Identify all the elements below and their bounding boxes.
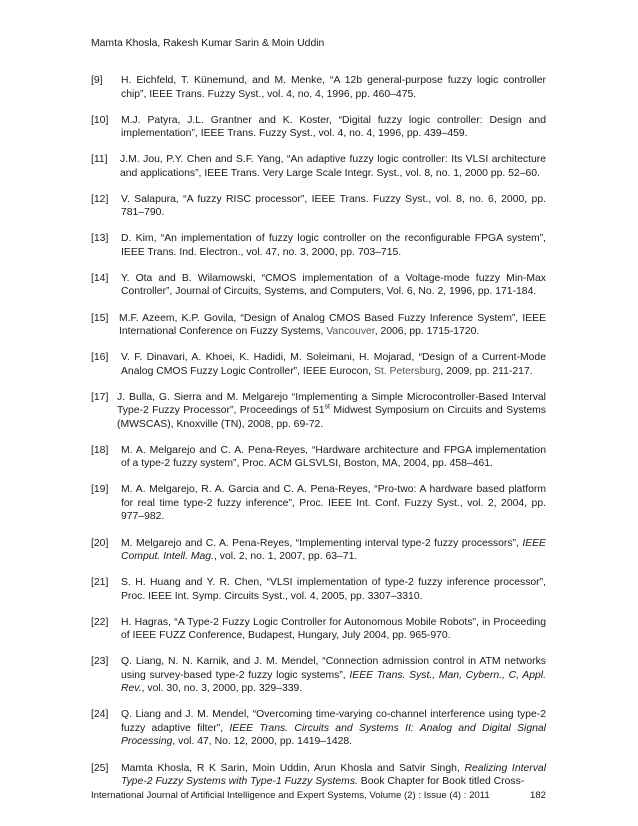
reference-number: [22] xyxy=(91,616,109,628)
reference-text: Q. Liang, N. N. Karnik, and J. M. Mendel, “Connection admission control in ATM networks using survey-based type-2 fuzzy logic systems”, IEEE Trans. Syst., Man, Cybern., C, Appl. Rev., vol. 30, no. 3, 2000, pp. 329–339. xyxy=(121,656,546,695)
journal-title: IEEE Comput. Intell. Mag. xyxy=(121,537,546,563)
reference-number: [23] xyxy=(91,656,109,668)
reference-text: Mamta Khosla, R K Sarin, Moin Uddin, Arun Khosla and Satvir Singh, Realizing Interval Type-2 Fuzzy Systems with Type-1 Fuzzy Systems. Book Chapter for Book titled Cross- xyxy=(121,762,546,787)
place-name: Vancouver xyxy=(326,326,375,338)
chapter-title: Realizing Interval Type-2 Fuzzy Systems with Type-1 Fuzzy Systems. xyxy=(121,762,546,787)
reference-number: [19] xyxy=(91,484,109,496)
reference-item xyxy=(91,153,546,180)
reference-item xyxy=(91,391,546,432)
reference-number: [17] xyxy=(91,391,109,403)
reference-item xyxy=(91,616,546,643)
reference-item xyxy=(91,444,546,471)
reference-text: S. H. Huang and Y. R. Chen, “VLSI implementation of type-2 fuzzy inference processor”, Proc. IEEE Int. Symp. Circuits Syst., vol. 4, 2005, pp. 3307–3310. xyxy=(121,577,546,602)
reference-text: Y. Ota and B. Wilamowski, “CMOS implementation of a Voltage-mode fuzzy Min-Max Controller”, Journal of Circuits, Systems, and Computers, Vol. 6, No. 2, 1996, pp. 171-184. xyxy=(121,272,546,298)
reference-item xyxy=(91,708,546,749)
ordinal-suffix: st xyxy=(324,403,330,411)
reference-number: [9] xyxy=(91,75,103,86)
place-name: St. Petersburg xyxy=(373,365,441,377)
reference-number: [14] xyxy=(91,272,109,284)
reference-text: H. Eichfeld, T. Künemund, and M. Menke, “A 12b general-purpose fuzzy logic controller chip”, IEEE Trans. Fuzzy Syst., vol. 4, no. 4, 1996, pp. 460–475. xyxy=(121,75,546,100)
reference-list xyxy=(91,74,546,801)
reference-text: M. Melgarejo and C. A. Pena-Reyes, “Implementing interval type-2 fuzzy processors”, IEEE Comput. Intell. Mag., vol. 2, no. 1, 2007, pp. 63–71. xyxy=(121,537,546,563)
reference-number: [20] xyxy=(91,537,109,549)
reference-text: D. Kim, “An implementation of fuzzy logic controller on the reconfigurable FPGA system”, IEEE Trans. Ind. Electron., vol. 47, no. 3, 2000, pp. 703–715. xyxy=(121,233,546,258)
reference-text: M.J. Patyra, J.L. Grantner and K. Koster, “Digital fuzzy logic controller: Design and implementation”, IEEE Trans. Fuzzy Syst., vol. 4, no. 4, 1996, pp. 439–459. xyxy=(121,114,546,140)
reference-number: [25] xyxy=(91,762,109,774)
journal-title: IEEE Trans. Syst., Man, Cybern., C, Appl. Rev. xyxy=(121,669,546,695)
reference-item xyxy=(91,193,546,220)
reference-number: [16] xyxy=(91,352,109,364)
reference-item xyxy=(91,537,546,564)
reference-item xyxy=(91,483,546,524)
reference-number: [24] xyxy=(91,709,109,721)
reference-text: V. F. Dinavari, A. Khoei, K. Hadidi, M. Soleimani, H. Mojarad, “Design of a Current-Mode Analog CMOS Fuzzy Logic Controller”, IEEE Eurocon, St. Petersburg, 2009, pp. 211-217. xyxy=(121,352,546,377)
reference-item xyxy=(91,114,546,141)
reference-text: M. A. Melgarejo, R. A. Garcia and C. A. Pena-Reyes, “Pro-two: A hardware based platform for real time type-2 fuzzy inference”, Proc. IEEE Int. Conf. Fuzzy Syst., vol. 2, 2004, pp. 977–982. xyxy=(121,484,546,523)
reference-number: [15] xyxy=(91,312,109,324)
reference-number: [18] xyxy=(91,444,109,456)
reference-text: J.M. Jou, P.Y. Chen and S.F. Yang, “An adaptive fuzzy logic controller: Its VLSI architecture and applications”, IEEE Trans. Very Large Scale Integr. Syst., vol. 8, no. 1, 2000 pp. 52–60. xyxy=(120,154,546,179)
journal-citation: International Journal of Artificial Intelligence and Expert Systems, Volume (2) : Issue (4) : 2011 xyxy=(91,790,490,801)
reference-text: V. Salapura, “A fuzzy RISC processor”, IEEE Trans. Fuzzy Syst., vol. 8, no. 6, 2000, pp. 781–790. xyxy=(121,193,546,219)
reference-item xyxy=(91,74,546,101)
reference-number: [10] xyxy=(91,114,109,126)
reference-text: Q. Liang and J. M. Mendel, “Overcoming time-varying co-channel interference using type-2 fuzzy adaptive filter”, IEEE Trans. Circuits and Systems II: Analog and Digital Signal Processing, vol. 47, No. 12, 2000, pp. 1419–1428. xyxy=(121,709,546,748)
page-number: 182 xyxy=(529,790,546,801)
reference-number: [11] xyxy=(91,154,108,166)
reference-text: H. Hagras, “A Type-2 Fuzzy Logic Controller for Autonomous Mobile Robots”, in Proceeding of IEEE FUZZ Conference, Budapest, Hungary, July 2004, pp. 965-970. xyxy=(121,616,546,642)
reference-item xyxy=(91,312,546,339)
reference-text: M. A. Melgarejo and C. A. Pena-Reyes, “Hardware architecture and FPGA implementation of a type-2 fuzzy system”, Proc. ACM GLSVLSI, Boston, MA, 2004, pp. 458–461. xyxy=(121,444,546,470)
page-footer xyxy=(91,790,546,801)
reference-item xyxy=(91,232,546,259)
reference-text: J. Bulla, G. Sierra and M. Melgarejo “Implementing a Simple Microcontroller-Based Interval Type-2 Fuzzy Processor”, Proceedings of 51st Midwest Symposium on Circuits and Systems (MWSCAS), Knoxville (TN), 2008, pp. 69-72. xyxy=(117,391,546,430)
reference-item xyxy=(91,272,546,299)
reference-text: M.F. Azeem, K.P. Govila, “Design of Analog CMOS Based Fuzzy Inference System”, IEEE International Conference on Fuzzy Systems, Vancouver, 2006, pp. 1715-1720. xyxy=(119,312,546,338)
journal-title: IEEE Trans. Circuits and Systems II: Analog and Digital Signal Processing xyxy=(121,722,546,748)
reference-number: [12] xyxy=(91,193,109,205)
reference-number: [13] xyxy=(91,233,109,245)
reference-item xyxy=(91,762,546,789)
running-header: Mamta Khosla, Rakesh Kumar Sarin & Moin Uddin xyxy=(91,38,325,49)
reference-item xyxy=(91,351,546,378)
reference-item xyxy=(91,576,546,603)
reference-item xyxy=(91,655,546,696)
reference-number: [21] xyxy=(91,577,109,589)
